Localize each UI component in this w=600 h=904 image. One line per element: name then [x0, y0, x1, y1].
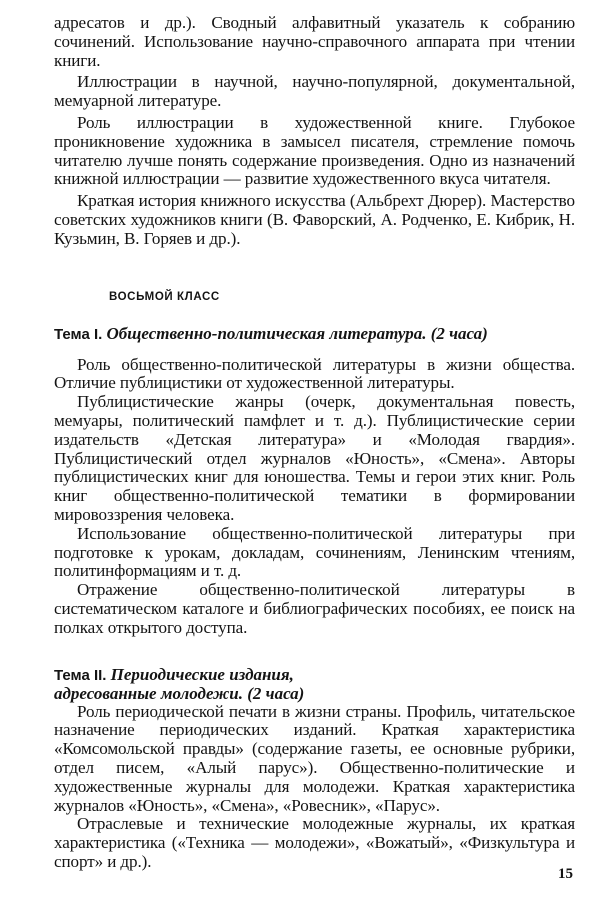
intro-paragraph-1: адресатов и др.). Сводный алфавитный указатель к собранию сочинений. Использование научно-справочного аппарата при чтении книги.: [54, 13, 575, 70]
page-number: 15: [558, 866, 573, 882]
topic-2-paragraph-2: Отраслевые и технические молодежные журналы, их краткая характеристика («Техника — молодежи», «Вожатый», «Физкультура и спорт» и др.).: [54, 814, 575, 871]
topic-2-label: Тема II.: [54, 666, 107, 684]
topic-2-title-line-2: адресованные молодежи. (2 часа): [54, 683, 305, 703]
topic-2-paragraph-1: Роль периодической печати в жизни страны. Профиль, читательское назначение периодических изданий. Краткая характеристика «Комсомольской правды» (содержание газеты, ее основные рубрики, отдел писем, «Алый парус»). Общественно-политические и художественные журналы для молодежи. Краткая характеристика журналов «Юность», «Смена», «Ровесник», «Парус».: [54, 701, 575, 815]
page-content: [54, 14, 575, 872]
intro-paragraph-3: Роль иллюстрации в художественной книге. Глубокое проникновение художника в замысел писателя, стремление помочь читателю лучше понять содержание произведения. Одно из назначений книжной иллюстрации — развитие художественного вкуса читателя.: [54, 112, 575, 189]
topic-1-paragraph-2: Публицистические жанры (очерк, документальная повесть, мемуары, политический памфлет и т. д.). Публицистические серии издательств «Детская литература» и «Молодая гвардия». Публицистический отдел журналов «Юность», «Смена». Авторы публицистических книг для юношества. Темы и герои этих книг. Роль книг общественно-политической тематики в формировании мировоззрения человека.: [54, 392, 575, 524]
topic-1-title: Общественно-политическая литература. (2 часа): [106, 323, 488, 343]
topic-2-title-line-1: Периодические издания,: [110, 664, 294, 684]
topic-1-paragraph-3: Использование общественно-политической литературы при подготовке к урокам, докладам, сочинениям, Ленинским чтениям, политинформациям и т. д.: [54, 523, 575, 581]
topic-1-label: Тема I.: [54, 325, 103, 343]
topic-1-heading: [54, 324, 575, 345]
intro-paragraph-4: Краткая история книжного искусства (Альбрехт Дюрер). Мастерство советских художников книги (В. Фаворский, А. Родченко, Е. Кибрик, Н. Кузьмин, В. Горяев и др.).: [54, 191, 575, 248]
topic-2-heading: [54, 666, 575, 703]
section-heading: ВОСЬМОЙ КЛАСС: [109, 290, 220, 303]
topic-1-paragraph-4: Отражение общественно-политической литературы в систематическом каталоге и библиографических пособиях, ее поиск на полках открытого доступа.: [54, 580, 575, 637]
intro-paragraph-2: Иллюстрации в научной, научно-популярной, документальной, мемуарной литературе.: [54, 72, 575, 111]
topic-1-paragraph-1: Роль общественно-политической литературы в жизни общества. Отличие публицистики от художественной литературы.: [54, 354, 575, 393]
